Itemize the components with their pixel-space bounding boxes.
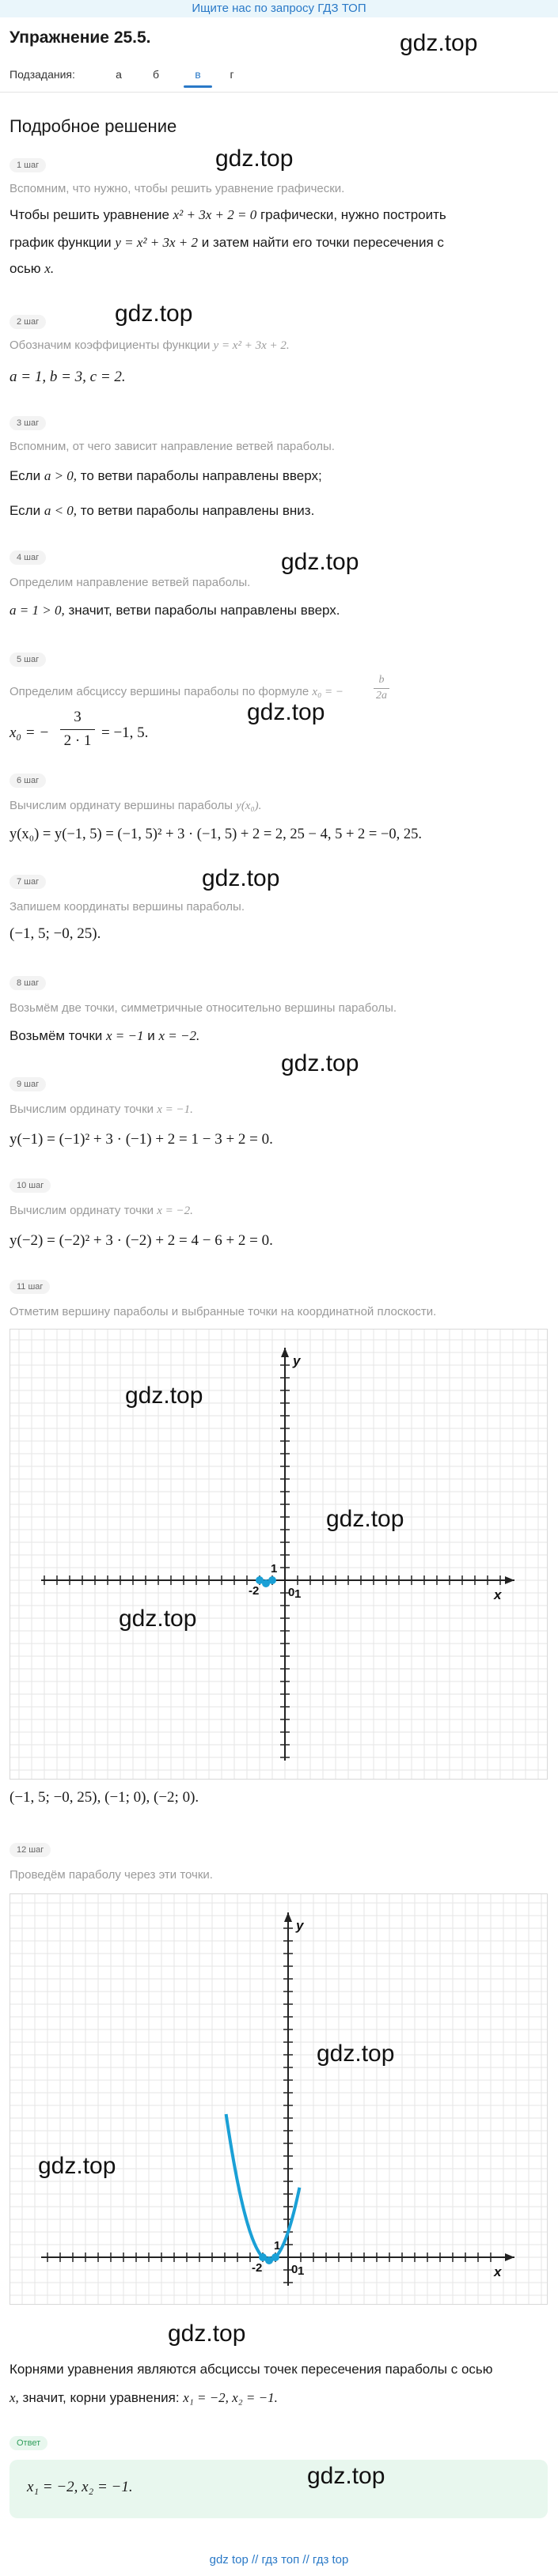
step-text-part: осью [9, 261, 41, 276]
solution-title: Подробное решение [9, 116, 177, 136]
conclusion-text: Корнями уравнения являются абсциссы точек пересечения параболы с осью [9, 2362, 493, 2377]
hint-equation: y = x² + 3x + 2. [213, 339, 290, 352]
step-text-part: графически, нужно построить [260, 207, 446, 222]
y-axis-label: y [293, 1353, 301, 1368]
answer-box [9, 2460, 548, 2518]
tick-label-x-one: 1 [298, 2264, 305, 2278]
step-hint [9, 1103, 193, 1117]
vertex-coords: (−1, 5; −0, 25). [9, 925, 101, 942]
origin-label: 0 [291, 2263, 298, 2276]
vertex-x-lhs: x₀ = − [9, 724, 50, 741]
tab-b[interactable]: б [152, 68, 160, 81]
step-hint [9, 799, 261, 813]
coordinate-plane-points [9, 1329, 548, 1780]
plot-point [268, 1576, 276, 1584]
step-hint-text: Определим абсциссу вершины параболы по формуле [9, 685, 309, 698]
step-text [9, 468, 322, 484]
exercise-title: Упражнение 25.5. [9, 28, 151, 47]
answer-value: x₁ = −2, x₂ = −1. [27, 2479, 133, 2495]
step-text-part: Возьмём точки [9, 1028, 103, 1043]
step-badge: 2 шаг [9, 315, 46, 329]
watermark: gdz.top [115, 301, 193, 327]
step-text [9, 503, 314, 519]
equation: x. [44, 261, 55, 276]
hint-equation: x = −1. [157, 1103, 193, 1116]
step-text-part: значит, корни уравнения: [22, 2390, 180, 2405]
step-text-part: то ветви параболы направлены вверх; [80, 468, 322, 483]
watermark: gdz.top [38, 2153, 116, 2179]
top-banner-text[interactable]: Ищите нас по запросу ГДЗ ТОП [192, 2, 366, 15]
tab-a[interactable]: а [116, 68, 122, 81]
inline-math: a > 0, [44, 468, 78, 483]
watermark: gdz.top [317, 2041, 395, 2067]
divider [0, 92, 558, 93]
origin-label: 0 [288, 1586, 295, 1599]
step-hint [9, 339, 290, 353]
y-axis-label: y [296, 1918, 304, 1933]
step-hint: Определим направление ветвей параболы. [9, 576, 251, 589]
step-text-part: значит, ветви параболы направлены вверх. [68, 603, 340, 618]
step-badge: 1 шаг [9, 158, 46, 172]
watermark: gdz.top [326, 1506, 404, 1532]
vertex-y-calc: y(x₀) = y(−1, 5) = (−1, 5)² + 3 · (−1, 5) + 2 = 2, 25 − 4, 5 + 2 = −0, 25. [9, 827, 423, 842]
step-badge: 8 шаг [9, 976, 46, 990]
x-axis-label: x [494, 2264, 502, 2279]
active-tab-indicator [184, 85, 212, 88]
step-text [9, 603, 340, 618]
hint-equation: x = −2. [157, 1205, 193, 1217]
inline-math: x₁ = −2, x₂ = −1. [183, 2390, 278, 2405]
step-hint: Запишем координаты вершины параболы. [9, 900, 245, 914]
step-badge: 3 шаг [9, 416, 46, 430]
watermark: gdz.top [119, 1606, 197, 1632]
inline-math: a = 1 > 0, [9, 603, 65, 618]
step-text [9, 235, 444, 251]
y-at-minus-two: y(−2) = (−2)² + 3 · (−2) + 2 = 4 − 6 + 2 = 0. [9, 1232, 273, 1249]
step-hint: Отметим вершину параболы и выбранные точки на координатной плоскости. [9, 1305, 437, 1318]
watermark: gdz.top [400, 30, 478, 56]
parabola-graph [9, 1893, 548, 2305]
tick-label-x-one: 1 [294, 1587, 302, 1601]
inline-math: a < 0, [44, 503, 78, 518]
coefficients: a = 1, b = 3, c = 2. [9, 369, 126, 385]
x-axis-arrow [505, 2253, 514, 2261]
step-badge: 4 шаг [9, 550, 46, 565]
step-text-part: то ветви параболы направлены вниз. [80, 503, 315, 518]
tick-label-x-minus-two: -2 [249, 1584, 260, 1598]
step-badge: 6 шаг [9, 774, 46, 788]
step-text-part: Чтобы решить уравнение [9, 207, 169, 222]
step-badge: 5 шаг [9, 653, 46, 667]
equation: x² + 3x + 2 = 0 [173, 207, 257, 222]
tick-label-y-one: 1 [274, 2239, 281, 2253]
watermark: gdz.top [281, 1050, 359, 1076]
fraction-denominator: 2 · 1 [63, 732, 92, 749]
step-badge: 12 шаг [9, 1843, 51, 1857]
step-text-part: и затем найти его точки пересечения с [201, 235, 444, 250]
inline-math: x = −2. [158, 1028, 200, 1043]
y-at-minus-one: y(−1) = (−1)² + 3 · (−1) + 2 = 1 − 3 + 2 = 0. [9, 1131, 273, 1148]
vertex-x-rhs: = −1, 5. [101, 724, 149, 741]
x-axis-label: x [494, 1587, 502, 1602]
fraction-bar [60, 729, 95, 730]
step-text-part: Если [9, 503, 41, 518]
watermark: gdz.top [307, 2463, 385, 2489]
step-text [9, 207, 446, 223]
plot-point [256, 1576, 264, 1584]
selected-points: (−1, 5; −0, 25), (−1; 0), (−2; 0). [9, 1789, 199, 1806]
tick-label-y-one: 1 [271, 1562, 278, 1575]
step-text [9, 1028, 199, 1044]
step-text-part: график функции [9, 235, 112, 250]
tick-label-x-minus-two: -2 [252, 2261, 263, 2275]
step-hint: Проведём параболу через эти точки. [9, 1868, 213, 1882]
fraction-numerator: 3 [74, 709, 82, 725]
answer-badge: Ответ [9, 2436, 47, 2450]
step-text-part: Если [9, 468, 41, 483]
watermark: gdz.top [125, 1383, 203, 1409]
footer-links[interactable]: gdz top // гдз топ // гдз top [209, 2553, 349, 2567]
plot-point [271, 2253, 279, 2261]
plot-point [259, 2253, 267, 2261]
top-banner[interactable] [0, 0, 558, 17]
conclusion-text [9, 2390, 278, 2406]
step-hint [9, 685, 344, 699]
fraction-bar [374, 688, 389, 689]
inline-math: x = −1 [106, 1028, 144, 1043]
y-axis-arrow [284, 1912, 292, 1922]
step-hint: Вспомним, что нужно, чтобы решить уравнение графически. [9, 182, 345, 195]
step-badge: 11 шаг [9, 1280, 50, 1294]
step-badge: 7 шаг [9, 875, 46, 889]
step-hint: Вспомним, от чего зависит направление ветвей параболы. [9, 440, 335, 453]
step-text [9, 261, 54, 277]
watermark: gdz.top [202, 865, 280, 891]
watermark: gdz.top [215, 146, 294, 172]
subtasks-label: Подзадания: [9, 68, 75, 81]
watermark: gdz.top [168, 2321, 246, 2347]
step-hint-text: Вычислим ординату точки [9, 1103, 154, 1116]
step-badge: 10 шаг [9, 1178, 51, 1193]
inline-math: x, [9, 2390, 19, 2405]
tab-g[interactable]: г [230, 68, 234, 81]
fraction-numerator: b [378, 674, 385, 686]
tab-v[interactable]: в [195, 68, 201, 81]
step-hint-text: Обозначим коэффициенты функции [9, 339, 211, 352]
watermark: gdz.top [247, 699, 325, 725]
equation: y = x² + 3x + 2 [115, 235, 198, 250]
hint-equation: x₀ = − [312, 686, 344, 698]
graph-border [10, 1330, 548, 1780]
step-text-part: и [147, 1028, 155, 1043]
step-hint-text: Вычислим ординату точки [9, 1204, 154, 1217]
step-hint-text: Вычислим ординату вершины параболы [9, 799, 233, 812]
step-hint [9, 1204, 193, 1218]
fraction-denominator: 2a [376, 690, 387, 702]
step-hint: Возьмём две точки, симметричные относительно вершины параболы. [9, 1001, 397, 1015]
hint-equation: y(x₀). [236, 800, 262, 812]
step-badge: 9 шаг [9, 1077, 46, 1091]
watermark: gdz.top [281, 549, 359, 575]
